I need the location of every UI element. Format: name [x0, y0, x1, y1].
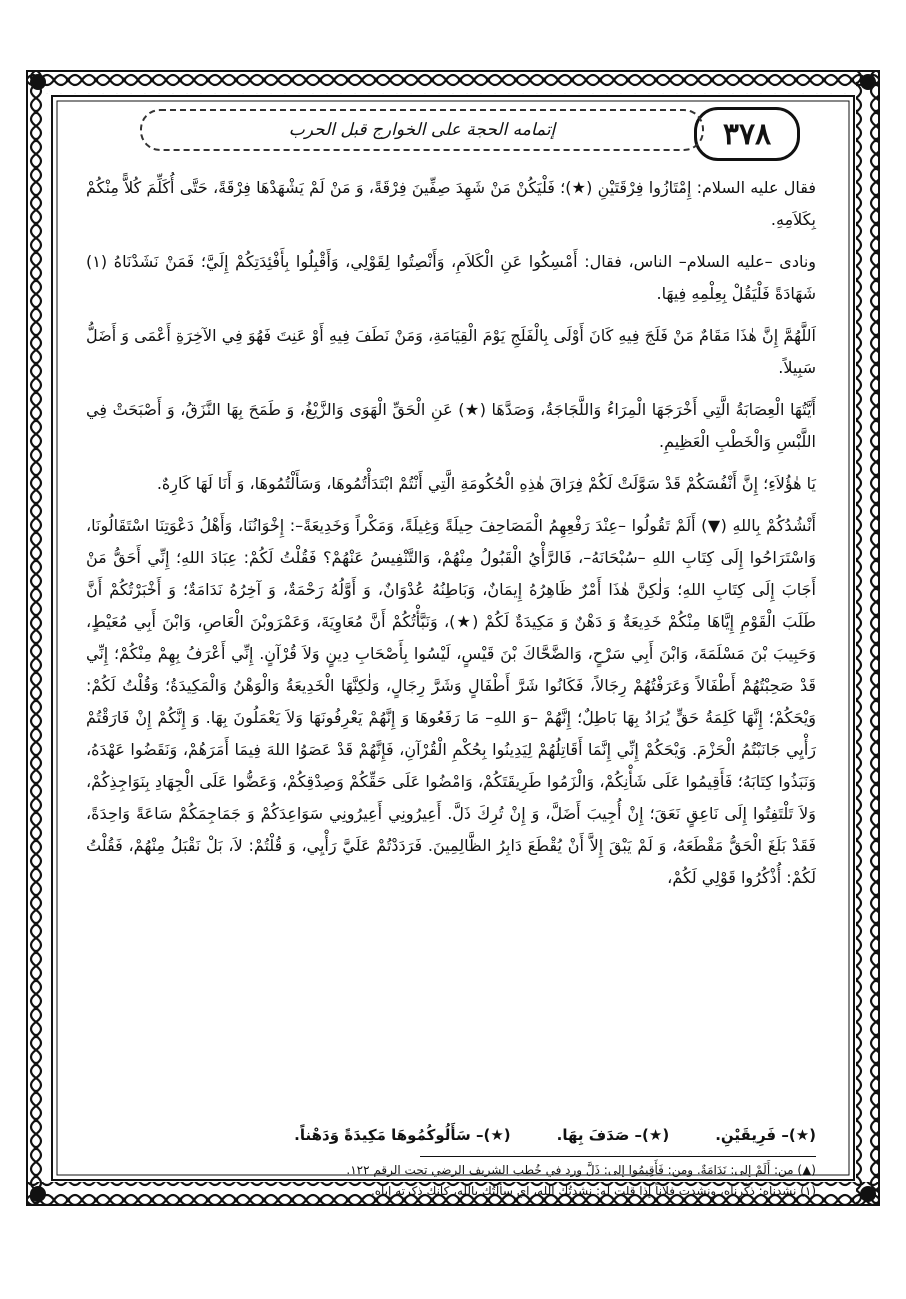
paragraph: ونادى –عليه السلام– الناس، فقال: أَمْسِكُوا عَنِ الْكَلاَمِ، وَأَنْصِتُوا لِقَوْلِي، وَأَقْبِلُوا بِأَفْئِدَتِكُمْ إِلَيَّ؛ فَمَنْ نَشَدْنَاهُ (١) شَهَادَةً فَلْيَقُلْ بِعِلْمِهِ فِيهَا. — [86, 252, 816, 303]
footnote-divider — [420, 1156, 816, 1157]
variant-reading: (★)– فَرِيقَيْنِ. — [715, 1126, 816, 1144]
variant-reading: (★)– سَأَلُوكُمُوهَا مَكِيدَةً وَدَهْناً. — [294, 1126, 511, 1144]
paragraph: يَا هٰؤُلاَءِ؛ إِنَّ أَنْفُسَكُمْ قَدْ سَوَّلَتْ لَكُمْ فِرَاقَ هٰذِهِ الْحُكُومَةِ الَّتِي أَنْتُمْ ابْتَدَأْتُمُوهَا، وَسَأَلْتُمُوهَا، وَ أَنَا لَهَا كَارِهٌ. — [156, 474, 816, 493]
page-number: ٣٧٨ — [694, 107, 800, 161]
footnote: (▲) من: أَلَمْ إلى: نَدَامَةٌ. ومن: فَأَقِيمُوا إلى: ذَلَّ ورد في خُطب الشريف الرضي تحت الرقم ١٢٢. — [346, 1163, 816, 1177]
footnote: (١) نشدناه: ذكّرناه، ونشدت فلاناً إذا قلت له: نشدتُك الله، اي سألتُك بالله، كانك ذكّرته إياه. — [370, 1184, 816, 1198]
variant-readings — [86, 1126, 816, 1144]
paragraph: أَيَّتُهَا الْعِصَابَةُ الَّتِي أَخْرَجَهَا الْمِرَاءُ وَاللَّجَاجَةُ، وَصَدَّهَا (★) عَنِ الْحَقِّ الْهَوَى وَالزَّيْغُ، وَ طَمَحَ بِهَا النَّزَقُ، وَ أَصْبَحَتْ فِي اللَّبْسِ وَالْخَطْبِ الْعَظِيمِ. — [86, 400, 816, 451]
paragraph: اَللَّهُمَّ إِنَّ هٰذَا مَقَامٌ مَنْ فَلَجَ فِيهِ كَانَ أَوْلَى بِالْفَلَجِ يَوْمَ الْقِيَامَةِ، وَمَنْ نَطَفَ فِيهِ أَوْ عَنِتَ فَهُوَ فِي الآخِرَةِ أَعْمَى وَ أَضَلُّ سَبِيلاً. — [86, 326, 816, 377]
page-header — [100, 103, 820, 159]
variant-reading: (★)– صَدَفَ بِهَا. — [556, 1126, 670, 1144]
paragraph: فقال عليه السلام: إِمْتَازُوا فِرْقَتَيْنِ (★)؛ فَلْيَكُنْ مَنْ شَهِدَ صِفِّينَ فِرْقَةً، وَ مَنْ لَمْ يَشْهَدْهَا فِرْقَةً، حَتَّى أُكَلِّمَ كُلاًّ مِنْكُمْ بِكَلاَمِهِ. — [86, 178, 816, 229]
chapter-title: إتمامه الحجة على الخوارج قبل الحرب — [140, 109, 704, 151]
footnotes — [86, 1160, 816, 1202]
paragraph: أَنْشُدُكُمْ بِاللهِ (▼) أَلَمْ تَقُولُوا –عِنْدَ رَفْعِهِمُ الْمَصَاحِفَ حِيلَةً وَغِيلَةً، وَمَكْراً وَخَدِيعَةً–: إِخْوَانُنَا، وَأَهْلُ دَعْوَتِنَا اسْتَقَالُونَا، وَاسْتَرَاحُوا إِلَى كِتَابِ اللهِ –سُبْحَانَهُ–، فَالرَّأْيُ الْقَبُولُ مِنْهُمْ، وَالتَّنْفِيسُ عَنْهُمْ؟ فَقُلْتُ لَكُمْ: عِبَادَ اللهِ؛ إِنِّي أَحَقُّ مَنْ أَجَابَ إِلَى كِتَابِ اللهِ؛ وَلٰكِنَّ هٰذَا أَمْرٌ ظَاهِرُهُ إِيمَانٌ، وَبَاطِنُهُ عُدْوَانٌ، وَ أَوَّلُهُ رَحْمَةٌ، وَ آخِرُهُ نَدَامَةٌ؛ وَ أَخْبَرْتُكُمْ أَنَّ طَلَبَ الْقَوْمِ إِيَّاهَا مِنْكُمْ خَدِيعَةٌ وَ دَهْنٌ وَ مَكِيدَةٌ لَكُمْ (★)، وَنَبَّأْتُكُمْ أَنَّ مُعَاوِيَةَ، وَعَمْرَوبْنَ الْعَاصِ، وَابْنَ أَبِي مُعَيْطٍ، وَحَبِيبَ بْنَ مَسْلَمَةَ، وَابْنَ أَبِي سَرْحٍ، وَالضَّحَّاكَ بْنَ قَيْسٍ، لَيْسُوا بِأَصْحَابِ دِينٍ وَلاَ قُرْآنٍ. إِنِّي أَعْرَفُ بِهِمْ مِنْكُمْ؛ إِنِّي قَدْ صَحِبْتُهُمْ أَطْفَالاً وَعَرَفْتُهُمْ رِجَالاً، فَكَانُوا شَرَّ أَطْفَالٍ وَشَرَّ رِجَالٍ، وَلٰكِنَّهَا الْخَدِيعَةُ وَالْوَهْنُ وَالْمَكِيدَةُ؛ وَقُلْتُ لَكُمْ: وَيْحَكُمْ؛ إِنَّهَا كَلِمَةُ حَقٍّ يُرَادُ بِهَا بَاطِلٌ؛ إِنَّهُمْ –وَ اللهِ– مَا رَفَعُوهَا وَ إِنَّهُمْ يَعْرِفُونَهَا وَلاَ يَعْمَلُونَ بِهَا. وَ إِنَّكُمْ إِنْ فَارَقْتُمْ رَأْيِي جَانَبْتُمُ الْحَزْمَ. وَيْحَكُمْ إِنِّي إِنَّمَا أَقَاتِلُهُمْ لِيَدِينُوا بِحُكْمِ الْقُرْآنِ، فَإِنَّهُمْ قَدْ عَصَوُا اللهَ فِيمَا أَمَرَهُمْ، وَنَقَضُوا عَهْدَهُ، وَنَبَذُوا كِتَابَهُ؛ فَأَقِيمُوا عَلَى شَأْنِكُمْ، وَالْزَمُوا طَرِيقَتَكُمْ، وَامْضُوا عَلَى حَقِّكُمْ وَصِدْقِكُمْ، وَعَضُّوا عَلَى الْجِهَادِ بِنَوَاجِذِكُمْ، وَلاَ تَلْتَفِتُوا إِلَى نَاعِقٍ نَعَقَ؛ إِنْ أُجِيبَ أَضَلَّ، وَ إِنْ تُرِكَ ذَلَّ. أَعِيرُونِي أَعِيرُونِي سَوَاعِدَكُمْ وَ جَمَاجِمَكُمْ سَاعَةً وَاحِدَةً، فَقَدْ بَلَغَ الْحَقُّ مَقْطَعَهُ، وَ لَمْ يَبْقَ إِلاَّ أَنْ يُقْطَعَ دَابِرُ الظَّالِمِينَ. فَرَدَدْتُمْ عَلَيَّ رَأْيِي، وَ قُلْتُمْ: لاَ، بَلْ نَقْبَلُ مِنْهُمْ، فَقُلْتُ لَكُمْ: أُذْكُرُوا قَوْلِي لَكُمْ، — [86, 516, 816, 887]
main-text — [86, 172, 816, 904]
